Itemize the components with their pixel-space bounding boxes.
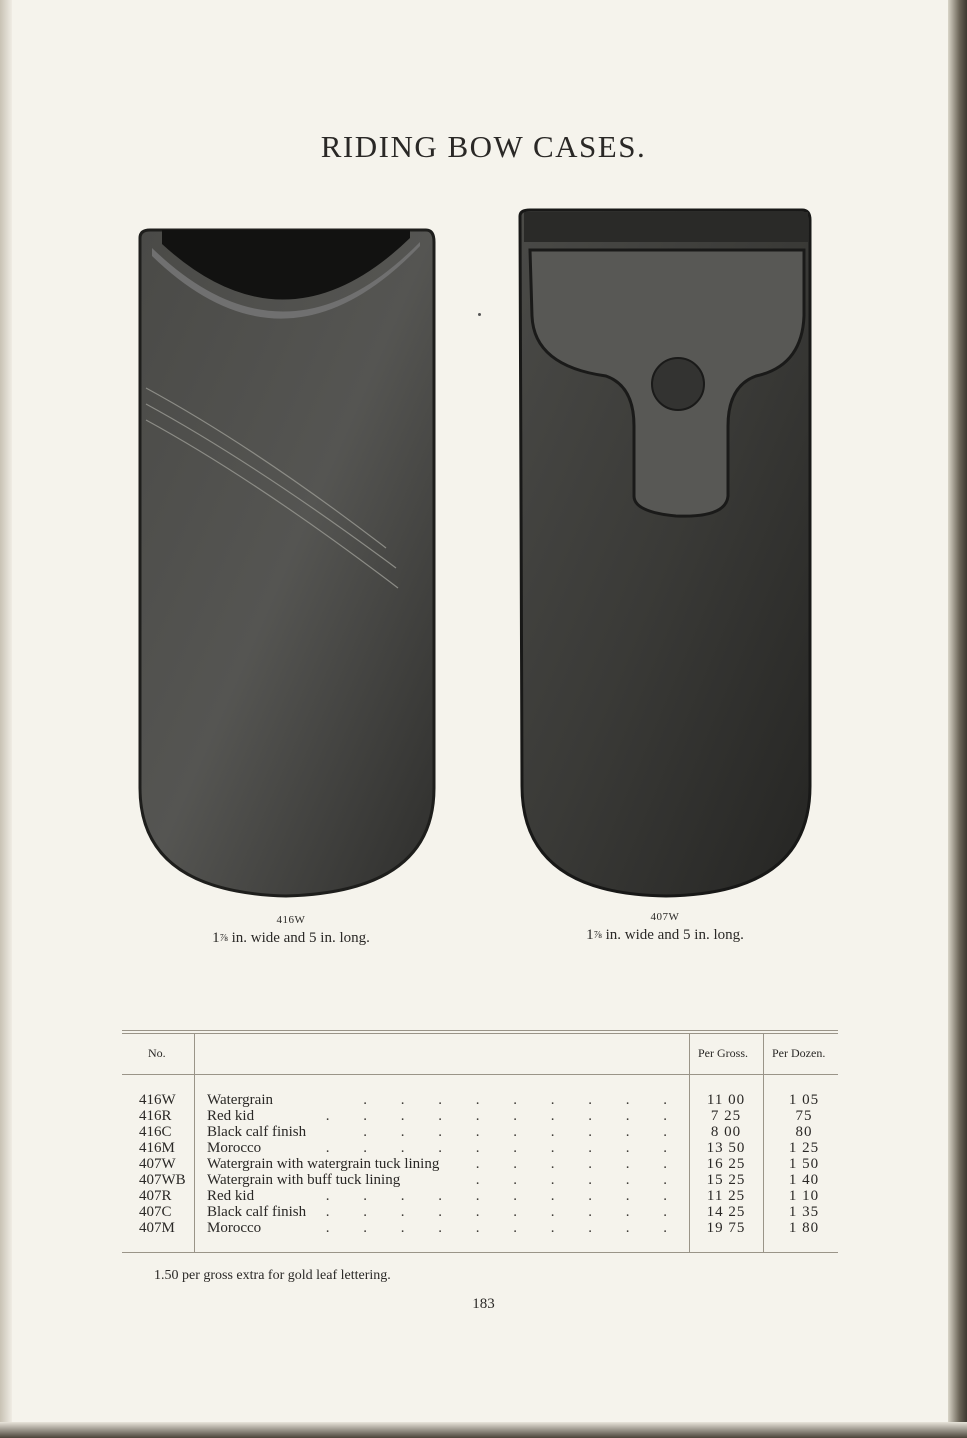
row-number: 416M	[139, 1140, 175, 1156]
row-per-dozen: 80	[795, 1124, 813, 1140]
table-row	[122, 1204, 838, 1220]
row-number: 416C	[139, 1124, 172, 1140]
table-rows	[122, 1092, 838, 1236]
row-number: 407W	[139, 1156, 176, 1172]
case-407w-number: 407W	[650, 911, 680, 923]
row-per-gross: 16 25	[706, 1156, 746, 1172]
leader-dots: . . . . . .	[475, 1156, 682, 1172]
table-row	[122, 1092, 838, 1108]
page-title: RIDING BOW CASES.	[320, 128, 647, 164]
row-per-dozen: 1 80	[788, 1220, 820, 1236]
leader-dots: . . . . . .	[475, 1172, 682, 1188]
case-407w-size-whole: 1	[586, 927, 594, 943]
leader-dots: . . . . . . . . . .	[325, 1140, 682, 1156]
table-row	[122, 1172, 838, 1188]
leader-dots: . . . . . . . . . .	[325, 1108, 682, 1124]
case-407w-size-fraction: ⅞	[593, 929, 602, 941]
case-416w-size-fraction: ⅞	[219, 932, 228, 944]
case-416w-illustration	[136, 228, 436, 900]
table-row	[122, 1220, 838, 1236]
row-per-gross: 11 25	[706, 1188, 746, 1204]
speck	[478, 313, 481, 316]
row-per-dozen: 1 35	[788, 1204, 820, 1220]
page-edge-left	[0, 0, 12, 1438]
table-header-rule	[122, 1074, 838, 1075]
row-number: 416W	[139, 1092, 176, 1108]
leader-dots: . . . . . . . . . .	[325, 1220, 682, 1236]
row-per-dozen: 1 25	[788, 1140, 820, 1156]
case-407w-caption	[560, 911, 770, 944]
book-spine-edge	[948, 0, 967, 1438]
row-per-gross: 15 25	[706, 1172, 746, 1188]
row-description: Red kid	[207, 1108, 260, 1124]
case-407w-size-text: in. wide and 5 in. long.	[601, 927, 744, 943]
table-row	[122, 1124, 838, 1140]
table-row	[122, 1156, 838, 1172]
row-description: Watergrain	[207, 1092, 279, 1108]
row-per-gross: 11 00	[706, 1092, 746, 1108]
case-416w-size-text: in. wide and 5 in. long.	[227, 930, 370, 946]
row-description: Watergrain with watergrain tuck lining	[207, 1156, 445, 1172]
table-row	[122, 1108, 838, 1124]
price-table	[122, 1030, 838, 1256]
header-per-gross: Per Gross.	[698, 1046, 748, 1060]
row-per-gross: 19 75	[706, 1220, 746, 1236]
page-number: 183	[472, 1296, 495, 1312]
case-407w-illustration	[516, 206, 816, 900]
leader-dots: . . . . . . . . .	[363, 1124, 682, 1140]
header-no: No.	[148, 1046, 166, 1060]
table-bottom-rule	[122, 1252, 838, 1253]
row-description: Black calf finish	[207, 1204, 312, 1220]
row-number: 407R	[139, 1188, 172, 1204]
row-description: Black calf finish	[207, 1124, 312, 1140]
row-per-gross: 14 25	[706, 1204, 746, 1220]
header-per-dozen: Per Dozen.	[772, 1046, 826, 1060]
row-per-dozen: 75	[795, 1108, 813, 1124]
table-top-rule	[122, 1030, 838, 1031]
row-number: 416R	[139, 1108, 172, 1124]
leader-dots: . . . . . . . . . .	[325, 1188, 682, 1204]
leader-dots: . . . . . . . . . .	[325, 1204, 682, 1220]
case-416w-caption	[186, 914, 396, 947]
row-per-dozen: 1 10	[788, 1188, 820, 1204]
leader-dots: . . . . . . . . .	[363, 1092, 682, 1108]
gold-lettering-note: 1.50 per gross extra for gold leaf lettering.	[154, 1268, 391, 1283]
row-number: 407M	[139, 1220, 175, 1236]
page-edge-bottom	[0, 1422, 967, 1438]
row-per-gross: 7 25	[710, 1108, 742, 1124]
case-416w-number: 416W	[276, 914, 306, 926]
row-description: Watergrain with buff tuck lining	[207, 1172, 406, 1188]
row-per-dozen: 1 50	[788, 1156, 820, 1172]
row-number: 407WB	[139, 1172, 186, 1188]
row-description: Morocco	[207, 1140, 267, 1156]
row-per-dozen: 1 40	[788, 1172, 820, 1188]
row-per-gross: 13 50	[706, 1140, 746, 1156]
row-per-dozen: 1 05	[788, 1092, 820, 1108]
table-row	[122, 1140, 838, 1156]
table-row	[122, 1188, 838, 1204]
case-416w-size-whole: 1	[212, 930, 220, 946]
table-top-rule-double	[122, 1033, 838, 1034]
row-number: 407C	[139, 1204, 172, 1220]
row-description: Red kid	[207, 1188, 260, 1204]
row-description: Morocco	[207, 1220, 267, 1236]
row-per-gross: 8 00	[710, 1124, 742, 1140]
